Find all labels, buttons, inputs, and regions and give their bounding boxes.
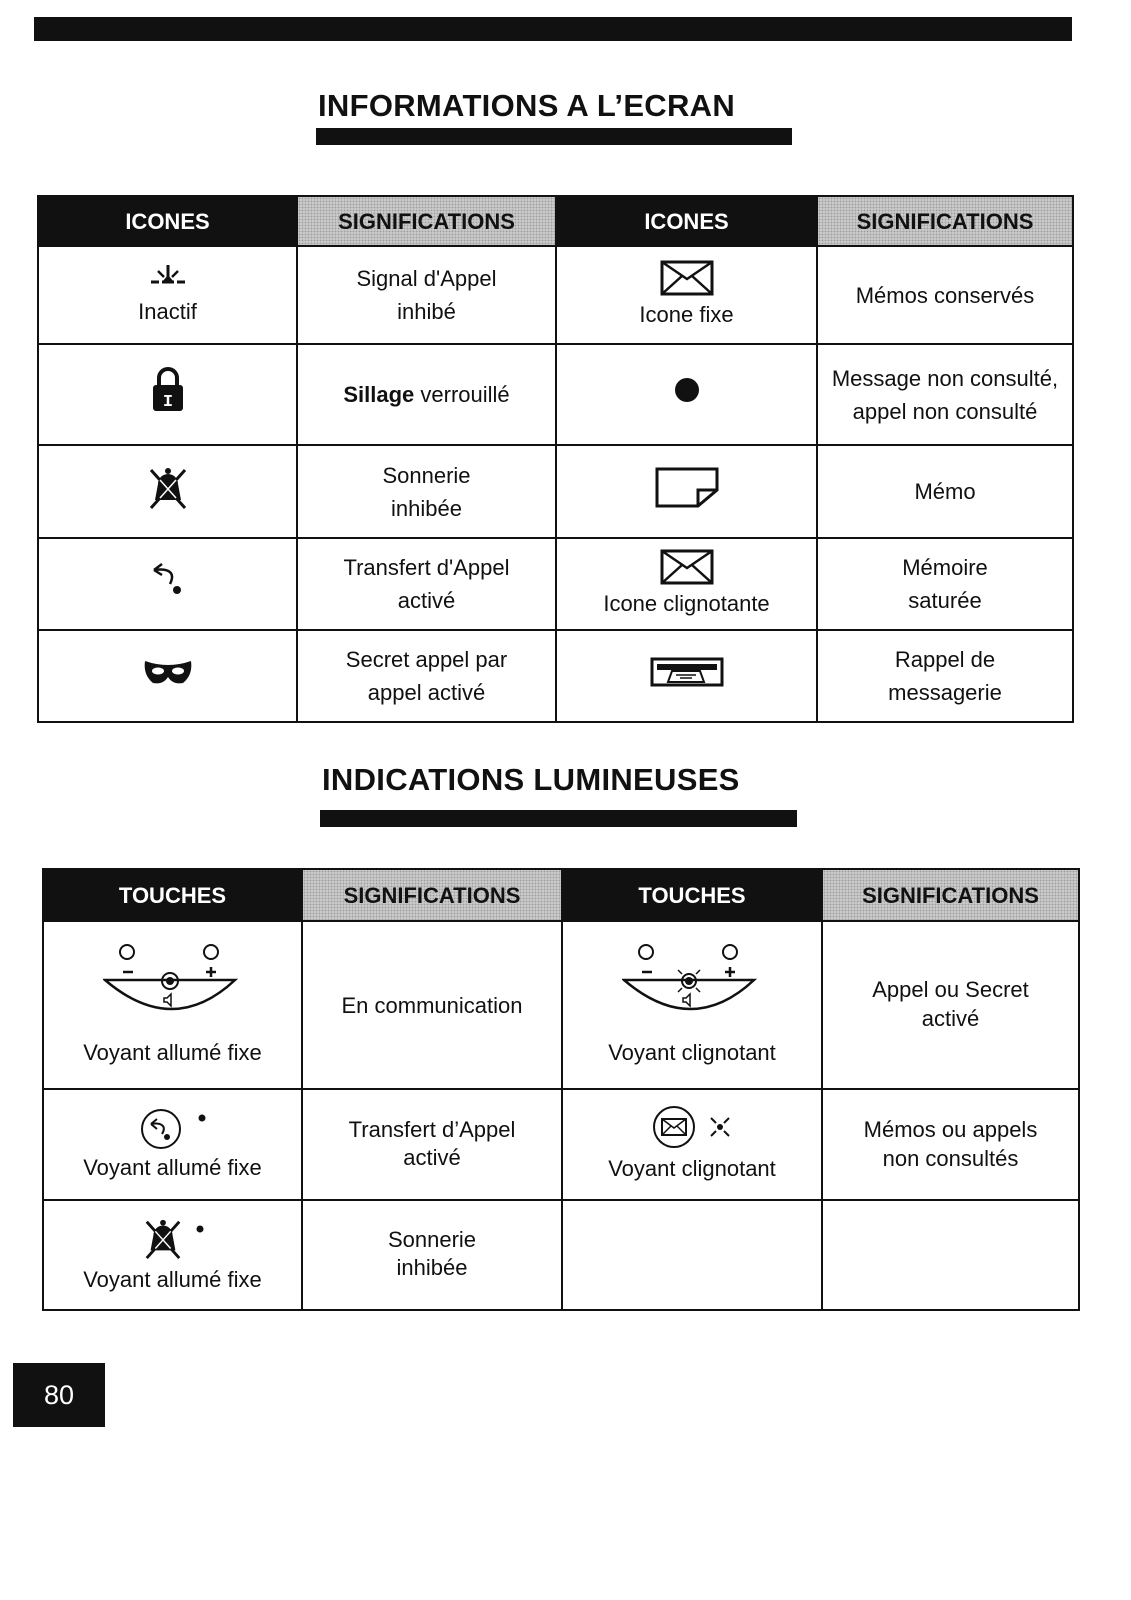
meaning-text: Mémos conservés (855, 282, 1035, 308)
meaning-text: Secret appel par appel activé (345, 647, 508, 705)
meaning-text: Rappel de messagerie (888, 647, 1002, 705)
section-title-underline (320, 810, 797, 827)
meaning-text: verrouillé (414, 382, 510, 407)
table-row (38, 246, 1073, 344)
meaning-cell (817, 246, 1073, 344)
message-key-icon (651, 1104, 697, 1150)
meaning-cell (297, 344, 556, 445)
icon-cell (38, 246, 297, 344)
handset-key-steady-icon (103, 942, 243, 1022)
icon-cell (38, 445, 297, 538)
section-title-underline (316, 128, 792, 145)
key-cell (562, 921, 822, 1089)
transfer-key-icon (139, 1105, 187, 1149)
icon-caption: Icone clignotante (603, 590, 770, 616)
icon-cell (38, 344, 297, 445)
meaning-text: Appel ou Secret activé (872, 977, 1029, 1031)
meaning-cell (302, 1200, 562, 1310)
meaning-text: Sonnerie inhibée (382, 462, 471, 521)
table-row (38, 445, 1073, 538)
icon-cell (38, 630, 297, 722)
meaning-text: Transfert d’Appel activé (348, 1116, 516, 1170)
screen-icons-table (37, 195, 1074, 723)
table-row (38, 538, 1073, 630)
header-touches: TOUCHES (562, 869, 822, 921)
meaning-text: Signal d'Appel inhibé (356, 266, 497, 324)
meaning-cell (297, 445, 556, 538)
key-caption: Voyant allumé fixe (83, 1155, 262, 1180)
icon-cell (556, 538, 817, 630)
envelope-icon (660, 549, 714, 585)
header-significations: SIGNIFICATIONS (822, 869, 1079, 921)
meaning-cell (817, 344, 1073, 445)
table-row (38, 344, 1073, 445)
meaning-text: Mémo (914, 479, 976, 504)
icon-caption: Icone fixe (639, 301, 734, 327)
section-title-light-indicators: INDICATIONS LUMINEUSES (322, 762, 740, 797)
meaning-cell (822, 1089, 1079, 1200)
table-row (43, 1200, 1079, 1310)
meaning-text: Mémoire saturée (902, 555, 988, 613)
meaning-text: En communication (341, 992, 523, 1018)
meaning-cell (822, 921, 1079, 1089)
call-transfer-icon (148, 560, 188, 600)
empty-cell (562, 1200, 822, 1310)
header-icones: ICONES (556, 196, 817, 246)
page-number: 80 (13, 1363, 105, 1427)
envelope-icon (660, 260, 714, 296)
icon-cell (556, 630, 817, 722)
key-caption: Voyant allumé fixe (83, 1039, 262, 1065)
meaning-cell (817, 538, 1073, 630)
header-significations: SIGNIFICATIONS (297, 196, 556, 246)
handset-key-blinking-icon (622, 942, 762, 1022)
svg-text:I: I (162, 393, 173, 412)
table-row (43, 921, 1079, 1089)
light-indicators-table (42, 868, 1080, 1311)
ringer-off-key-icon (141, 1215, 185, 1261)
key-caption: Voyant clignotant (608, 1156, 776, 1181)
table-row (38, 630, 1073, 722)
meaning-cell (302, 1089, 562, 1200)
key-caption: Voyant allumé fixe (83, 1266, 262, 1292)
icon-cell (556, 344, 817, 445)
meaning-cell (297, 538, 556, 630)
indicator-light-icon (195, 1223, 205, 1253)
meaning-text: Transfert d'Appel activé (343, 555, 510, 613)
header-significations: SIGNIFICATIONS (817, 196, 1073, 246)
key-cell (43, 921, 302, 1089)
indicator-light-icon (197, 1112, 207, 1142)
blinking-light-icon (707, 1114, 733, 1140)
voicemail-tray-icon (650, 657, 724, 687)
table-row (43, 1089, 1079, 1200)
key-cell (562, 1089, 822, 1200)
meaning-cell (817, 445, 1073, 538)
meaning-cell (817, 630, 1073, 722)
meaning-text: Message non consulté, appel non consulté (831, 365, 1059, 424)
padlock-icon (151, 367, 185, 413)
key-cell (43, 1200, 302, 1310)
header-significations: SIGNIFICATIONS (302, 869, 562, 921)
bell-crossed-icon (145, 464, 191, 510)
meaning-cell (297, 630, 556, 722)
empty-cell (822, 1200, 1079, 1310)
meaning-text: Mémos ou appels non consultés (863, 1116, 1038, 1171)
header-touches: TOUCHES (43, 869, 302, 921)
key-cell (43, 1089, 302, 1200)
meaning-text: Sonnerie inhibée (387, 1227, 477, 1280)
icon-cell (556, 445, 817, 538)
icon-caption: Inactif (138, 298, 197, 324)
key-caption: Voyant clignotant (608, 1039, 776, 1065)
meaning-cell (302, 921, 562, 1089)
icon-cell (38, 538, 297, 630)
meaning-bold: Sillage (343, 382, 415, 407)
section-title-screen-info: INFORMATIONS A L’ECRAN (318, 88, 736, 123)
memo-note-icon (654, 466, 720, 508)
mask-icon (143, 657, 193, 687)
signal-call-inhibit-icon (148, 263, 188, 293)
top-rule (34, 17, 1072, 41)
header-icones: ICONES (38, 196, 297, 246)
filled-dot-icon (674, 377, 700, 403)
meaning-cell (297, 246, 556, 344)
icon-cell (556, 246, 817, 344)
